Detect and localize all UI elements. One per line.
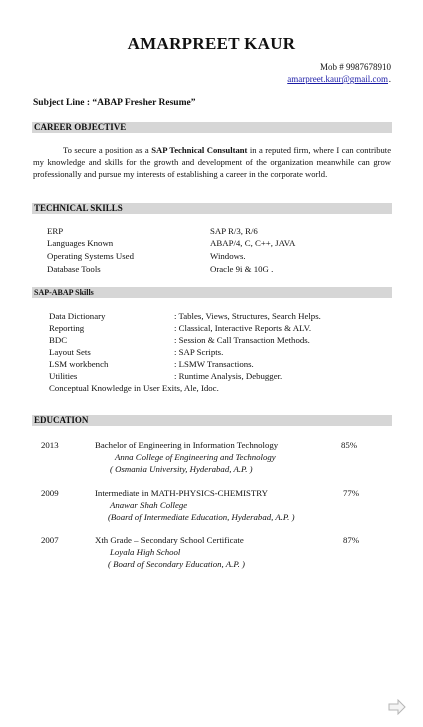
objective-post: in a reputed firm, where I can contribute my knowledge and skills for the growth and development of the organization meanwhile can grow professionally and pursue my interests of establishing a career in the corporate world.: [33, 145, 392, 179]
arrow-right-icon[interactable]: [387, 699, 407, 715]
sap-label: BDC: [49, 335, 68, 345]
email-link[interactable]: amarpreet.kaur@gmail.com: [287, 74, 388, 84]
objective-pre: To secure a position as a: [63, 145, 152, 155]
technical-skills-heading: TECHNICAL SKILLS: [32, 203, 392, 214]
edu-year: 2009: [41, 488, 59, 498]
subject-line: Subject Line : “ABAP Fresher Resume”: [33, 98, 196, 108]
tech-value: ABAP/4, C, C++, JAVA: [210, 238, 296, 248]
mobile-number: Mob # 9987678910: [319, 62, 391, 72]
career-objective-heading: CAREER OBJECTIVE: [32, 122, 392, 133]
sap-value: : Tables, Views, Structures, Search Helps.: [174, 311, 321, 321]
sap-label: Layout Sets: [49, 347, 91, 357]
sap-abap-skills-heading: SAP-ABAP Skills: [32, 287, 392, 298]
tech-label: Languages Known: [47, 238, 114, 248]
sap-value: : Classical, Interactive Reports & ALV.: [174, 323, 312, 333]
objective-highlight: SAP Technical Consultant: [151, 145, 248, 155]
education-heading: EDUCATION: [32, 415, 392, 426]
tech-label: ERP: [47, 226, 64, 236]
tech-label: Operating Systems Used: [47, 251, 134, 261]
tech-value: Windows.: [210, 251, 246, 261]
resume-name: AMARPREET KAUR: [127, 34, 296, 53]
sap-label: LSM workbench: [49, 359, 109, 369]
sap-label: Data Dictionary: [49, 311, 106, 321]
edu-score: 77%: [343, 488, 360, 498]
sap-value: : Session & Call Transaction Methods.: [174, 335, 310, 345]
edu-title: Intermediate in MATH-PHYSICS-CHEMISTRY: [95, 488, 268, 498]
edu-year: 2013: [41, 440, 59, 450]
edu-score: 87%: [343, 535, 360, 545]
edu-board: (Board of Intermediate Education, Hyderabad, A.P. ): [108, 512, 295, 522]
edu-institution: Anawar Shah College: [110, 500, 188, 510]
career-objective-text: [33, 145, 391, 180]
edu-title: Bachelor of Engineering in Information Technology: [95, 440, 279, 450]
tech-label: Database Tools: [47, 264, 101, 274]
sap-extra: Conceptual Knowledge in User Exits, Ale, Idoc.: [49, 383, 219, 393]
edu-title: Xth Grade – Secondary School Certificate: [95, 535, 244, 545]
sap-label: Utilities: [49, 371, 78, 381]
email-suffix: .: [388, 74, 391, 84]
tech-value: SAP R/3, R/6: [210, 226, 258, 236]
sap-value: : Runtime Analysis, Debugger.: [174, 371, 283, 381]
edu-board: ( Board of Secondary Education, A.P. ): [108, 559, 245, 569]
sap-value: : LSMW Transactions.: [174, 359, 254, 369]
tech-value: Oracle 9i & 10G .: [210, 264, 274, 274]
edu-institution: Anna College of Engineering and Technology: [115, 452, 276, 462]
sap-label: Reporting: [49, 323, 85, 333]
edu-board: ( Osmania University, Hyderabad, A.P. ): [110, 464, 253, 474]
edu-score: 85%: [341, 440, 358, 450]
sap-value: : SAP Scripts.: [174, 347, 224, 357]
edu-year: 2007: [41, 535, 59, 545]
edu-institution: Loyala High School: [110, 547, 181, 557]
